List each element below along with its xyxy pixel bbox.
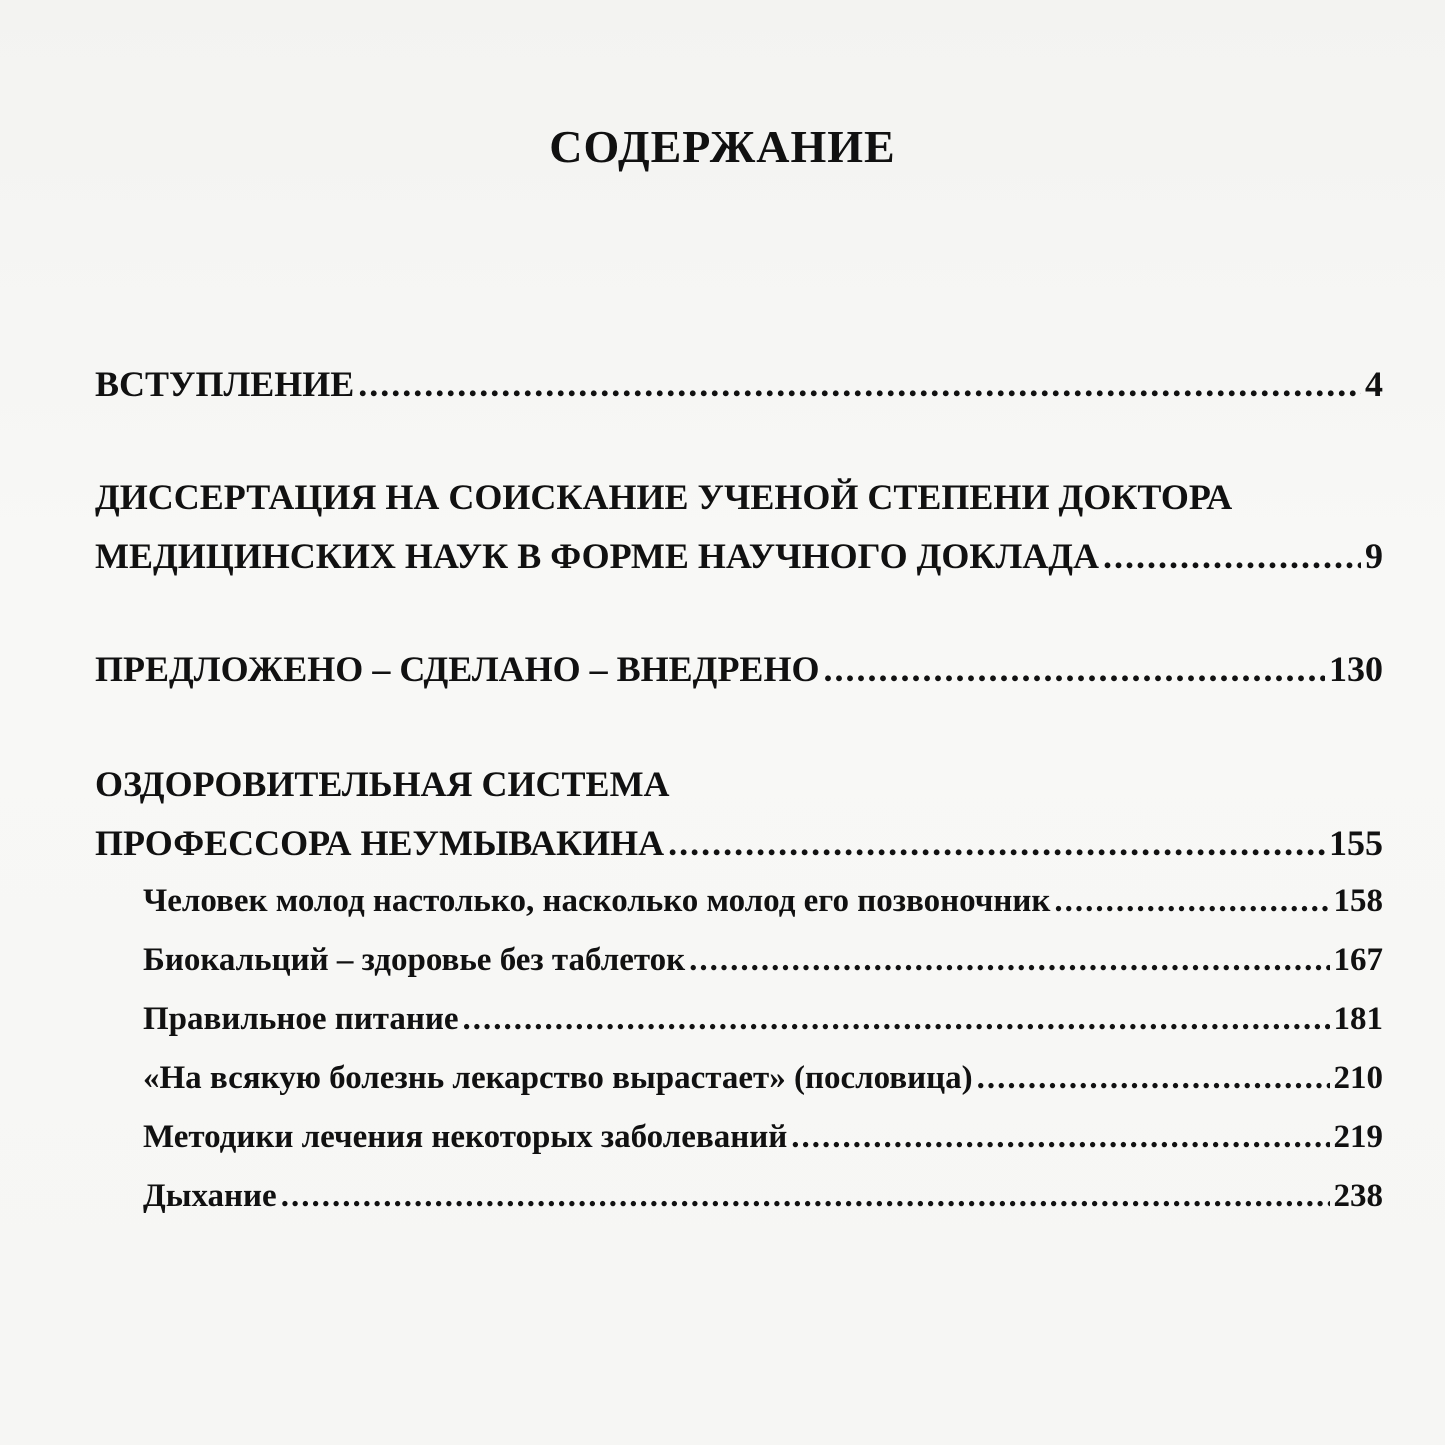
toc-subentry-spine (143, 883, 1383, 920)
toc-entry-label: МЕДИЦИНСКИХ НАУК В ФОРМЕ НАУЧНОГО ДОКЛАДА (95, 536, 1100, 576)
toc-entry-health-system (95, 822, 1383, 864)
toc-subentry-page: 158 (1333, 883, 1383, 919)
toc-subentry-page: 210 (1333, 1060, 1383, 1096)
toc-entry-dissertation-line1: ДИССЕРТАЦИЯ НА СОИСКАНИЕ УЧЕНОЙ СТЕПЕНИ ДОКТОРА (95, 477, 1233, 517)
dot-leader (689, 942, 1329, 979)
toc-subentry-page: 167 (1333, 942, 1383, 978)
toc-subentry-label: Дыхание (143, 1178, 277, 1214)
toc-subentry-label: Методики лечения некоторых заболеваний (143, 1119, 788, 1155)
toc-entry-introduction (95, 363, 1383, 405)
toc-subentry-page: 219 (1333, 1119, 1383, 1155)
toc-subentry-page: 181 (1333, 1001, 1383, 1037)
toc-subentry-label: Человек молод настолько, насколько молод его позвоночник (143, 883, 1051, 919)
dot-leader (463, 1001, 1330, 1038)
toc-entry-label: ПРЕДЛОЖЕНО – СДЕЛАНО – ВНЕДРЕНО (95, 649, 820, 689)
dot-leader (358, 363, 1361, 405)
toc-entry-dissertation (95, 535, 1383, 577)
toc-entry-page: 4 (1365, 364, 1383, 404)
dot-leader (668, 822, 1325, 864)
toc-subentry-label: Правильное питание (143, 1001, 459, 1037)
dot-leader (1103, 535, 1361, 577)
toc-subentry-label: «На всякую болезнь лекарство вырастает» (пословица) (143, 1060, 973, 1096)
toc-entry-page: 130 (1329, 649, 1383, 689)
dot-leader (977, 1060, 1330, 1097)
dot-leader (1054, 883, 1329, 920)
toc-entry-label: ВСТУПЛЕНИЕ (95, 364, 355, 404)
toc-entry-proposed-done (95, 648, 1383, 690)
toc-subentry-biocalcium (143, 942, 1383, 979)
toc-subentry-label: Биокальций – здоровье без таблеток (143, 942, 686, 978)
toc-subentry-proverb (143, 1060, 1383, 1097)
toc-entry-label: ПРОФЕССОРА НЕУМЫВАКИНА (95, 823, 665, 863)
toc-subentry-methods (143, 1119, 1383, 1156)
toc-subentry-nutrition (143, 1001, 1383, 1038)
page-title: СОДЕРЖАНИЕ (549, 121, 896, 172)
toc-entry-health-system-line1: ОЗДОРОВИТЕЛЬНАЯ СИСТЕМА (95, 764, 670, 804)
toc-subentry-page: 238 (1333, 1178, 1383, 1214)
toc-subentry-breathing (143, 1178, 1383, 1215)
dot-leader (281, 1178, 1330, 1215)
toc-entry-page: 9 (1365, 536, 1383, 576)
toc-entry-page: 155 (1329, 823, 1383, 863)
dot-leader (823, 648, 1325, 690)
dot-leader (791, 1119, 1329, 1156)
